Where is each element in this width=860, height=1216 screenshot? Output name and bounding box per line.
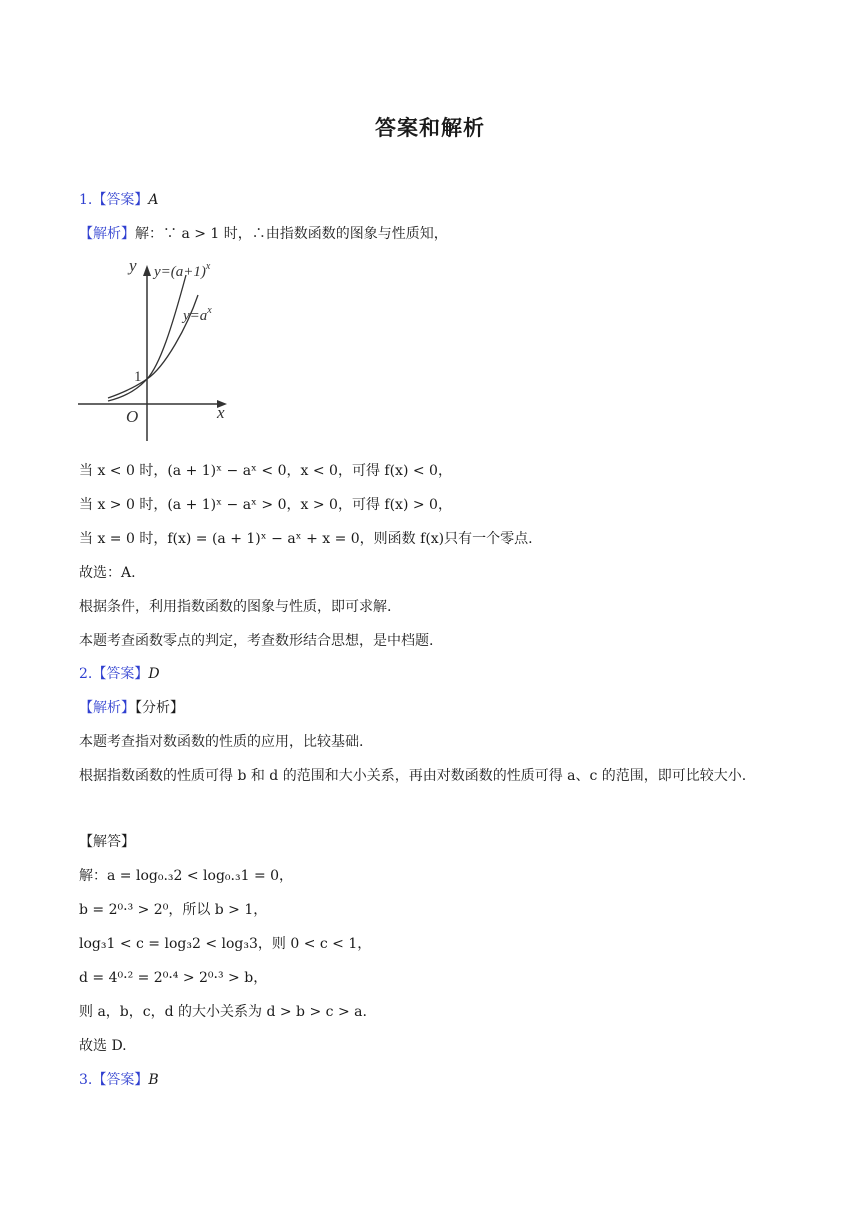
analysis-2-prefix: 【解析】	[79, 700, 135, 716]
y-axis-label: y	[129, 256, 137, 275]
analysis-1-line	[79, 224, 448, 244]
text-line: 解：a = log₀.₃2 < log₀.₃1 = 0，	[79, 868, 294, 884]
y-axis-arrow	[143, 265, 151, 276]
analysis-1-prefix: 【解析】	[79, 226, 135, 242]
text-line: 本题考查指对数函数的性质的应用，比较基础.	[79, 734, 364, 750]
text-line: 根据条件，利用指数函数的图象与性质，即可求解.	[79, 599, 392, 615]
curve-1-label: $y=(a+1)^x$	[154, 261, 211, 280]
answer-1-prefix: 1.【答案】	[79, 192, 149, 208]
text-line: 则 a，b，c，d 的大小关系为 d > b > c > a.	[79, 1004, 367, 1020]
text-line: 当 x < 0 时，(a + 1)ˣ − aˣ < 0，x < 0，可得 f(x) < 0，	[79, 463, 452, 479]
text-line: b = 2⁰·³ > 2⁰，所以 b > 1，	[79, 902, 268, 918]
origin-label: O	[126, 407, 139, 426]
exponential-graph	[75, 255, 235, 445]
analysis-2-text: 【分析】	[135, 700, 184, 716]
curve-2-label: $y=a^x$	[183, 305, 212, 324]
text-line: 【解答】	[79, 834, 135, 850]
text-line: 故选 D.	[79, 1038, 127, 1054]
intercept-label: 1	[134, 369, 142, 385]
answer-3-prefix: 3.【答案】	[79, 1072, 149, 1088]
answer-1-line	[79, 190, 158, 210]
text-line: 当 x = 0 时，f(x) = (a + 1)ˣ − aˣ + x = 0，则函数 f(x)只有一个零点.	[79, 531, 533, 547]
analysis-2-line	[79, 698, 184, 718]
page-title: 答案和解析	[375, 116, 485, 140]
answer-2-value: D	[148, 666, 160, 682]
x-axis-label: x	[217, 403, 225, 422]
text-line: 故选：A.	[79, 565, 136, 581]
text-line: 根据指数函数的性质可得 b 和 d 的范围和大小关系，再由对数函数的性质可得 a、c 的范围，即可比较大小.	[79, 768, 747, 784]
answer-3-value: B	[148, 1072, 159, 1088]
answer-3-line	[79, 1070, 159, 1090]
answer-2-prefix: 2.【答案】	[79, 666, 149, 682]
text-line: 本题考查函数零点的判定，考查数形结合思想，是中档题.	[79, 633, 434, 649]
text-line: log₃1 < c = log₃2 < log₃3，则 0 < c < 1，	[79, 936, 372, 952]
answer-1-value: A	[148, 192, 159, 208]
analysis-1-text: 解：∵ a > 1 时，∴由指数函数的图象与性质知，	[135, 226, 448, 242]
answer-2-line	[79, 664, 160, 684]
text-line: 当 x > 0 时，(a + 1)ˣ − aˣ > 0，x > 0，可得 f(x) > 0，	[79, 497, 452, 513]
text-line: d = 4⁰·² = 2⁰·⁴ > 2⁰·³ > b，	[79, 970, 268, 986]
